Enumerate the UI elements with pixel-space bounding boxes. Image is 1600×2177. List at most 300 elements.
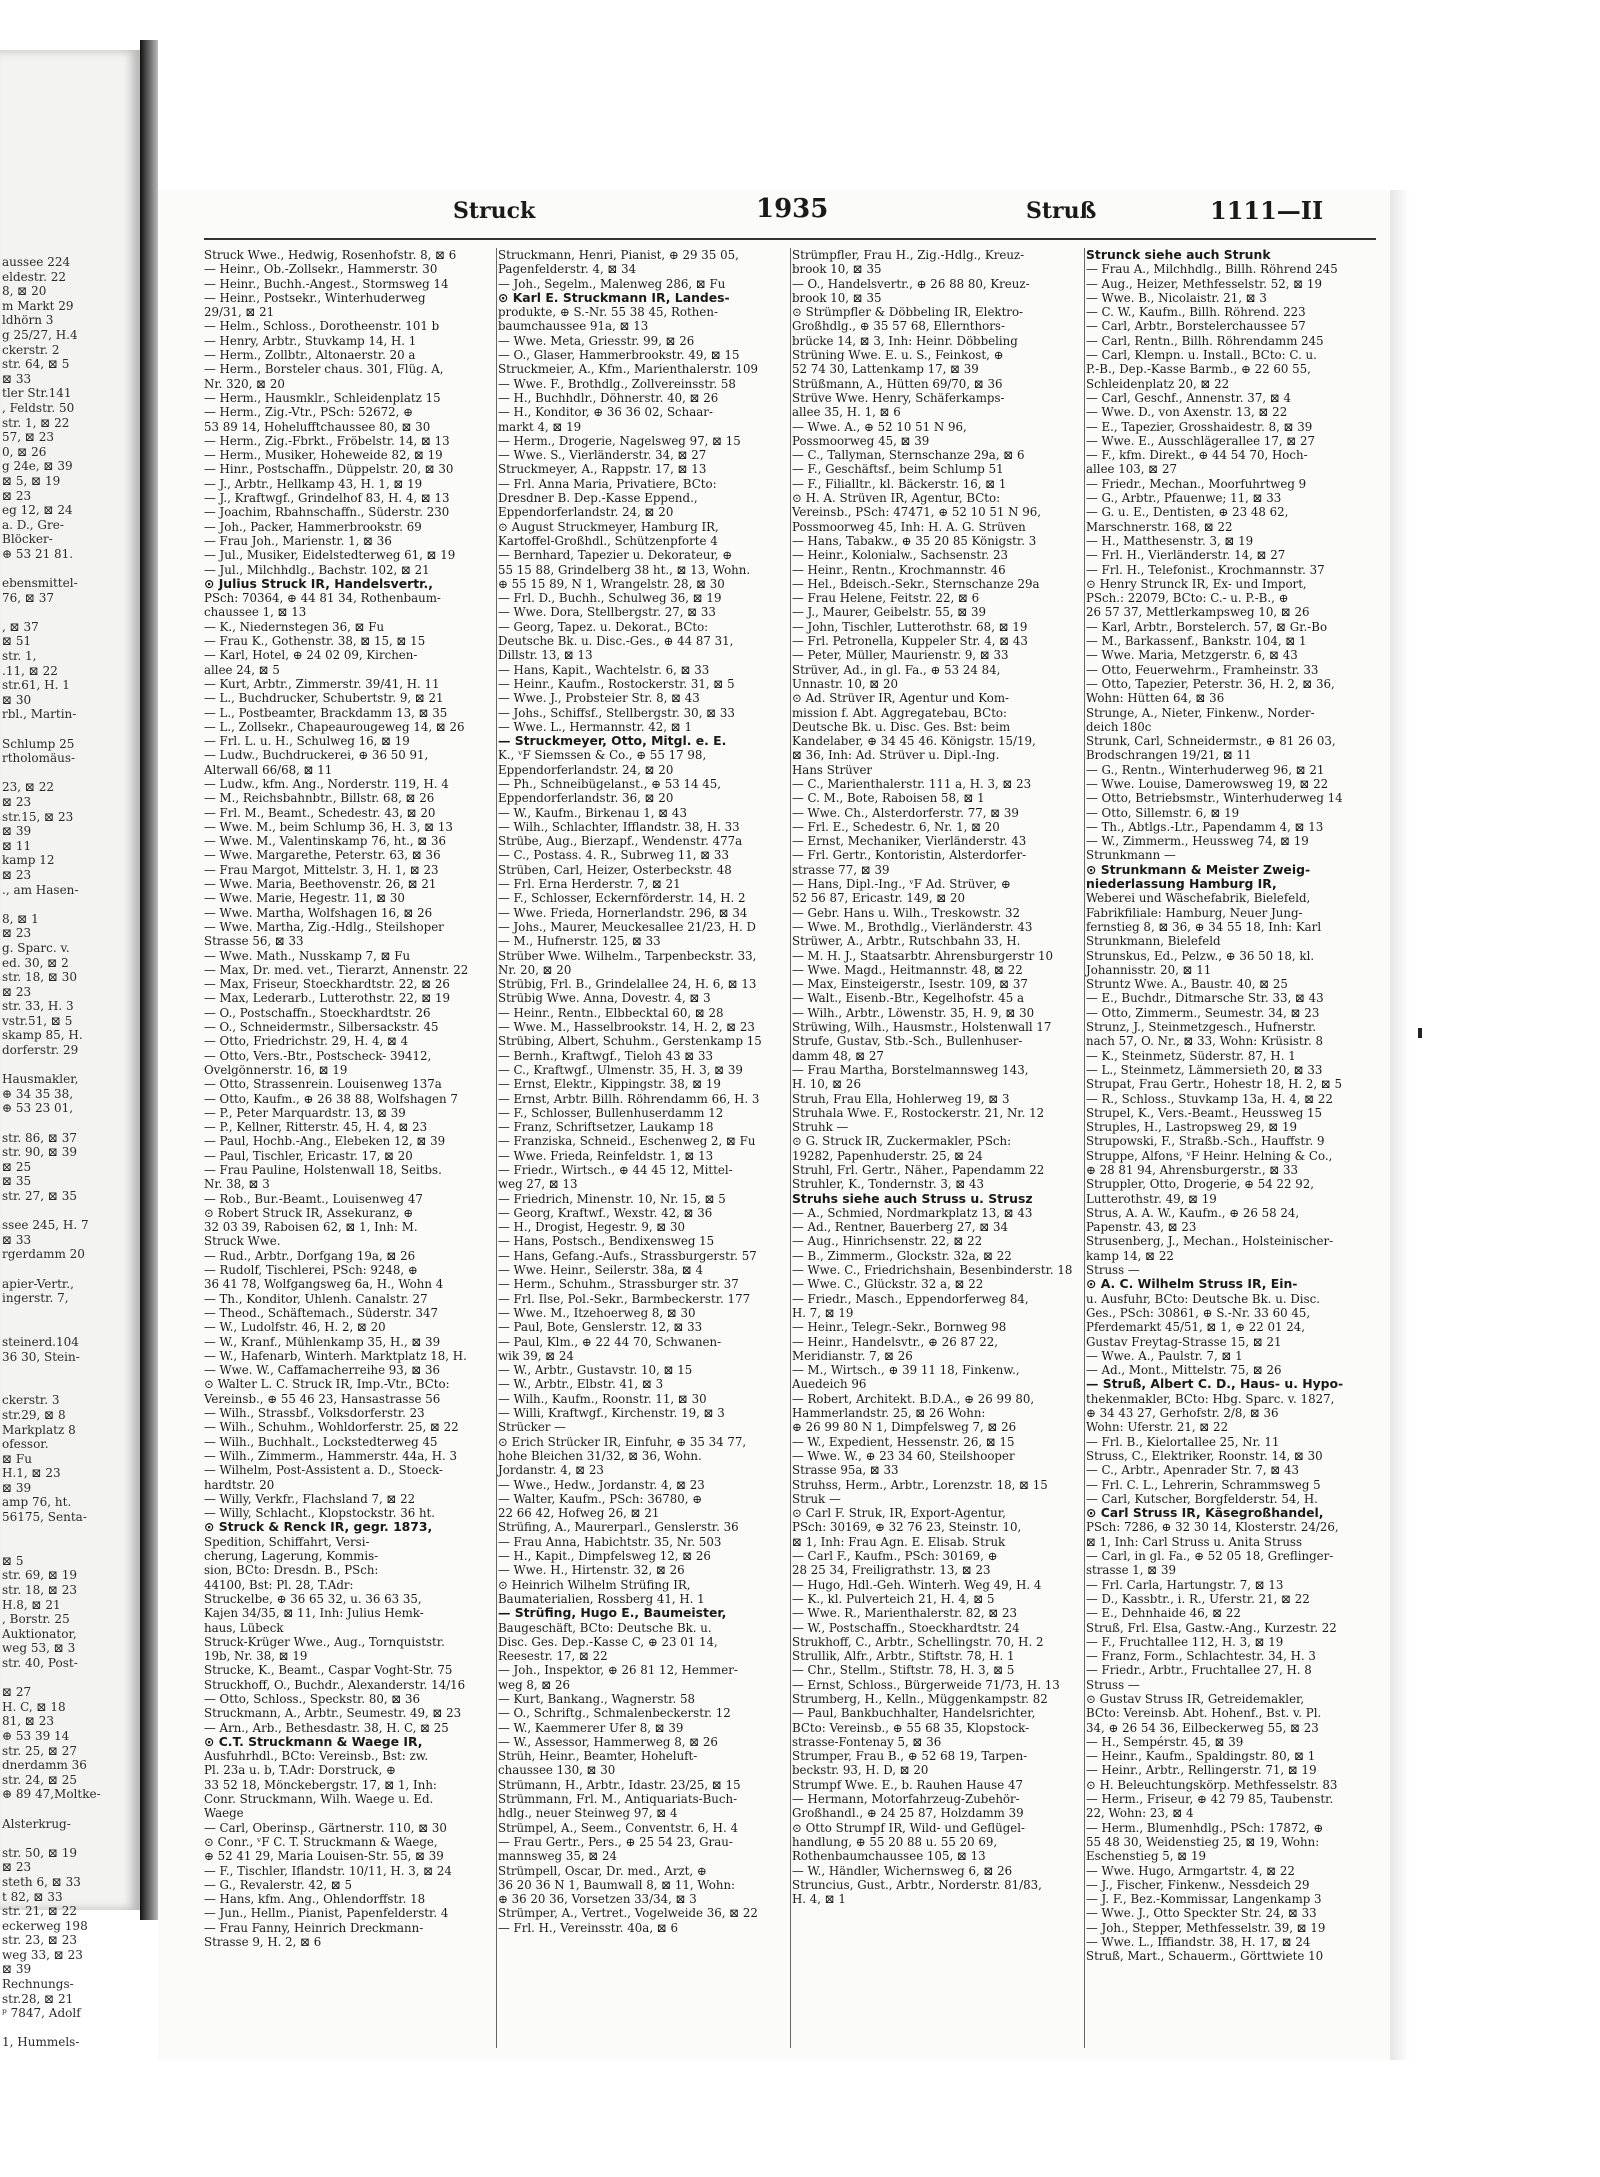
page-edge-shadow	[1390, 190, 1410, 2060]
directory-entry: hdlg., neuer Steinweg 97, ⊠ 4	[498, 1806, 678, 1821]
directory-entry: H. 4, ⊠ 1	[792, 1892, 846, 1907]
directory-entry: — H., Konditor, ⊕ 36 36 02, Schaar-	[498, 405, 713, 420]
directory-entry: — Otto, Schloss., Speckstr. 80, ⊠ 36	[204, 1691, 420, 1706]
left-fragment-line: ⊠ 23	[2, 794, 32, 809]
directory-entry: — Otto, Betriebsmstr., Winterhuderweg 14	[1086, 791, 1343, 806]
directory-entry: — E., Dehnhaide 46, ⊠ 22	[1086, 1606, 1241, 1621]
directory-entry: H. 10, ⊠ 26	[792, 1077, 861, 1092]
directory-entry: — Otto, Zimmerm., Seumestr. 34, ⊠ 23	[1086, 1005, 1320, 1020]
left-fragment-line: ⊠ 11	[2, 838, 32, 853]
directory-entry: — Jun., Hellm., Pianist, Papenfelderstr. 4	[204, 1906, 449, 1921]
directory-entry: — O., Schneidermstr., Silbersackstr. 45	[204, 1020, 439, 1035]
left-fragment-line: t 82, ⊠ 33	[2, 1889, 63, 1904]
directory-entry: — R., Schloss., Stuvkamp 13a, H. 4, ⊠ 22	[1086, 1091, 1333, 1106]
left-fragment-line	[2, 2021, 140, 2036]
left-fragment-line	[2, 1671, 140, 1686]
directory-entry: — Herm., Zig.-Vtr., PSch: 52672, ⊕	[204, 405, 414, 420]
left-fragment-line: ckerstr. 3	[2, 1393, 60, 1408]
directory-entry: — Wwe. Frieda, Reinfeldstr. 1, ⊠ 13	[498, 1148, 714, 1163]
directory-entry: — Rob., Bur.-Beamt., Louisenweg 47	[204, 1191, 423, 1206]
left-fragment-line: 0, ⊠ 26	[2, 444, 47, 459]
directory-entry: Strupel, K., Vers.-Beamt., Heussweg 15	[1086, 1105, 1323, 1120]
directory-entry: — Wwe. S., Vierländerstr. 34, ⊠ 27	[498, 448, 707, 463]
left-fragment-line: eckerweg 198	[2, 1918, 88, 1933]
directory-entry: — Frl. B., Kielortallee 25, Nr. 11	[1086, 1434, 1280, 1449]
left-fragment-line: 81, ⊠ 23	[2, 1714, 55, 1729]
left-fragment-line	[2, 722, 140, 737]
directory-entry: — Theod., Schäftemach., Süderstr. 347	[204, 1305, 438, 1320]
directory-entry: Gustav Freytag-Strasse 15, ⊠ 21	[1086, 1334, 1282, 1349]
directory-entry: allee 24, ⊠ 5	[204, 662, 280, 677]
directory-entry: Kartoffel-Großhdl., Schützenpforte 4	[498, 533, 718, 548]
left-fragment-line	[2, 1116, 140, 1131]
directory-entry: — Bernhard, Tapezier u. Dekorateur, ⊕	[498, 548, 733, 563]
directory-entry: ⊙ C.T. Struckmann & Waege IR,	[204, 1733, 423, 1749]
left-fragment-line: ⊕ 34 35 38,	[2, 1086, 74, 1101]
directory-entry: Papenstr. 43, ⊠ 23	[1086, 1220, 1197, 1235]
left-fragment-line: g. Sparc. v.	[2, 940, 70, 955]
directory-page	[158, 190, 1390, 2060]
directory-entry: strasse 1, ⊠ 39	[1086, 1563, 1176, 1578]
directory-entry: Hammerlandstr. 25, ⊠ 26 Wohn:	[792, 1406, 986, 1421]
left-fragment-line: ofessor.	[2, 1437, 49, 1452]
left-fragment-line	[2, 1525, 140, 1540]
directory-entry: Struck Wwe.	[204, 1234, 281, 1249]
directory-entry: — H., Buchhdlr., Döhnerstr. 40, ⊠ 26	[498, 390, 719, 405]
directory-entry: — Heinr., Postsekr., Winterhuderweg	[204, 290, 426, 305]
directory-entry: — W., Arbtr., Elbstr. 41, ⊠ 3	[498, 1377, 664, 1392]
left-fragment-line: H. C, ⊠ 18	[2, 1699, 66, 1714]
directory-entry: strasse 77, ⊠ 39	[792, 862, 890, 877]
directory-entry: Brodschrangen 19/21, ⊠ 11	[1086, 748, 1252, 763]
directory-entry: — Wwe. B., Nicolaistr. 21, ⊠ 3	[1086, 290, 1267, 305]
directory-entry: mannsweg 35, ⊠ 24	[498, 1849, 618, 1864]
directory-entry: Pferdemarkt 45/51, ⊠ 1, ⊕ 22 01 24,	[1086, 1320, 1306, 1335]
directory-entry: — O., Handelsvertr., ⊕ 26 88 80, Kreuz-	[792, 276, 1030, 291]
directory-entry: — H., Kapit., Dimpfelsweg 12, ⊠ 26	[498, 1549, 711, 1564]
directory-entry: — W., Kranf., Mühlenkamp 35, H., ⊠ 39	[204, 1334, 441, 1349]
directory-entry: — J., Kraftwgf., Grindelhof 83, H. 4, ⊠ 13	[204, 491, 450, 506]
directory-entry: — Max, Dr. med. vet., Tierarzt, Annenstr. 22	[204, 962, 469, 977]
directory-entry: Ges., PSch: 30861, ⊕ S.-Nr. 33 60 45,	[1086, 1305, 1311, 1320]
directory-entry: — Ernst, Mechaniker, Vierländerstr. 43	[792, 834, 1027, 849]
book-spine	[140, 40, 158, 1920]
directory-entry: mission f. Abt. Aggregatebau, BCto:	[792, 705, 1008, 720]
directory-entry: — Paul, Bankbuchhalter, Handelsrichter,	[792, 1706, 1036, 1721]
left-fragment-line	[2, 605, 140, 620]
directory-entry: — Wwe. H., Hirtenstr. 32, ⊠ 26	[498, 1563, 685, 1578]
directory-entry: — Frl. Petronella, Kuppeler Str. 4, ⊠ 43	[792, 634, 1028, 649]
directory-entry: 32 03 39, Raboisen 62, ⊠ 1, Inh: M.	[204, 1220, 418, 1235]
directory-entry: K., ᵛF Siemssen & Co., ⊕ 55 17 98,	[498, 748, 707, 763]
left-fragment-line: amp 76, ht.	[2, 1495, 72, 1510]
directory-entry: — J., Maurer, Geibelstr. 55, ⊠ 39	[792, 605, 987, 620]
directory-entry: — Frl. Gertr., Kontoristin, Alsterdorfer-	[792, 848, 1027, 863]
directory-entry: — G. u. E., Dentisten, ⊕ 23 48 62,	[1086, 505, 1289, 520]
directory-entry: — Wilh., Kaufm., Roonstr. 11, ⊠ 30	[498, 1391, 707, 1406]
left-fragment-line: ⊠ 5	[2, 1553, 24, 1568]
directory-entry: Strümpel, A., Seem., Conventstr. 6, H. 4	[498, 1820, 738, 1835]
directory-entry: Unnastr. 10, ⊠ 20	[792, 676, 898, 691]
directory-entry: — Carl, Klempn. u. Install., BCto: C. u.	[1086, 348, 1317, 363]
directory-entry: Struck-Krüger Wwe., Aug., Tornquiststr.	[204, 1634, 445, 1649]
directory-entry: Strunkmann —	[1086, 848, 1176, 863]
directory-entry: — Joh., Segelm., Malenweg 286, ⊠ Fu	[498, 276, 726, 291]
left-fragment-line: str. 40, Post-	[2, 1656, 78, 1670]
directory-entry: — Wwe. Maria, Metzgerstr. 6, ⊠ 43	[1086, 648, 1298, 663]
directory-entry: — Paul, Tischler, Ericastr. 17, ⊠ 20	[204, 1148, 413, 1163]
directory-entry: — Heinr., Buchh.-Angest., Stormsweg 14	[204, 276, 449, 291]
page-mark	[1418, 1028, 1422, 1038]
directory-entry: — Frau Gertr., Pers., ⊕ 25 54 23, Grau-	[498, 1834, 733, 1849]
directory-entry: — Carl, Rentn., Billh. Röhrendamm 245	[1086, 333, 1324, 348]
directory-entry: — C. W., Kaufm., Billh. Röhrend. 223	[1086, 305, 1306, 320]
directory-entry: — Paul, Klm., ⊕ 22 44 70, Schwanen-	[498, 1334, 722, 1349]
directory-entry: Strümmann, Frl. M., Antiquariats-Buch-	[498, 1792, 738, 1807]
directory-entry: — Herm., Zig.-Fbrkt., Fröbelstr. 14, ⊠ 13	[204, 433, 450, 448]
directory-entry: — Friedr., Wirtsch., ⊕ 44 45 12, Mittel-	[498, 1163, 733, 1177]
directory-entry: — P., Peter Marquardstr. 13, ⊠ 39	[204, 1105, 406, 1120]
directory-entry: Struckmann, Henri, Pianist, ⊕ 29 35 05,	[498, 248, 739, 262]
left-fragment-line: 57, ⊠ 23	[2, 430, 55, 445]
directory-entry: — Heinr., Kaufm., Rostockerstr. 31, ⊠ 5	[498, 676, 735, 691]
directory-entry: — C. M., Bote, Raboisen 58, ⊠ 1	[792, 791, 985, 806]
left-fragment-line: eldestr. 22	[2, 269, 67, 284]
directory-entry: ⊙ August Struckmeyer, Hamburg IR,	[498, 519, 719, 534]
directory-entry: — Frl. H., Vierländerstr. 14, ⊠ 27	[1086, 548, 1286, 563]
left-fragment-line: str. 90, ⊠ 39	[2, 1145, 78, 1160]
directory-entry: — Wwe. J., Probsteier Str. 8, ⊠ 43	[498, 691, 700, 706]
directory-entry: ⊙ Heinrich Wilhelm Strüfing IR,	[498, 1577, 691, 1592]
directory-entry: Struhala Wwe. F., Rostockerstr. 21, Nr. 12	[792, 1105, 1045, 1120]
directory-entry: — Carl, Geschf., Annenstr. 37, ⊠ 4	[1086, 390, 1291, 405]
directory-entry: — Joh., Stepper, Methfesselstr. 39, ⊠ 19	[1086, 1920, 1326, 1935]
directory-entry: — Willy, Schlacht., Klopstockstr. 36 ht.	[204, 1506, 436, 1521]
directory-entry: — Wwe. M., Valentinskamp 76, ht., ⊠ 36	[204, 834, 446, 849]
directory-entry: u. Ausfuhr, BCto: Deutsche Bk. u. Disc.	[1086, 1291, 1320, 1306]
directory-entry: — Frl. Carla, Hartungstr. 7, ⊠ 13	[1086, 1577, 1284, 1592]
column-divider	[1084, 248, 1085, 2048]
directory-entry: Ausfuhrhdl., BCto: Vereinsb., Bst: zw.	[204, 1749, 429, 1764]
directory-entry: — Ernst, Schloss., Bürgerweide 71/73, H. 13	[792, 1677, 1060, 1692]
directory-entry: — F., Geschäftsf., beim Schlump 51	[792, 462, 1004, 477]
directory-entry: — Hugo, Hdl.-Geh. Winterh. Weg 49, H. 4	[792, 1577, 1042, 1592]
directory-entry: Struss, C., Elektriker, Roonstr. 14, ⊠ 30	[1086, 1448, 1323, 1463]
directory-entry: Strasse 95a, ⊠ 33	[792, 1463, 899, 1478]
directory-entry: 29/31, ⊠ 21	[204, 305, 275, 320]
left-fragment-line: g 24e, ⊠ 39	[2, 459, 73, 474]
left-fragment-line: Blöcker-	[2, 532, 53, 547]
directory-entry: Struhk —	[792, 1120, 849, 1135]
directory-entry: Rothenbaumchaussee 105, ⊠ 13	[792, 1849, 986, 1864]
directory-entry: Strunk, Carl, Schneidermstr., ⊕ 81 26 03,	[1086, 734, 1336, 749]
directory-entry: brook 10, ⊠ 35	[792, 290, 882, 305]
directory-entry: Disc. Ges. Dep.-Kasse C, ⊕ 23 01 14,	[498, 1634, 718, 1649]
directory-entry: — K., Steinmetz, Süderstr. 87, H. 1	[1086, 1048, 1296, 1063]
left-fragment-line: ⊠ 35	[2, 1174, 32, 1189]
left-fragment-line: str. 25, ⊠ 27	[2, 1743, 78, 1758]
directory-entry: — Gebr. Hans u. Wilh., Treskowstr. 32	[792, 905, 1021, 920]
directory-entry: Lutterothstr. 49, ⊠ 19	[1086, 1191, 1217, 1206]
directory-entry: ⊕ 34 43 27, Gerhofstr. 2/8, ⊠ 36	[1086, 1406, 1279, 1421]
directory-entry: — Wwe. Frieda, Hornerlandstr. 296, ⊠ 34	[498, 905, 748, 920]
directory-entry: — Aug., Hinrichsenstr. 22, ⊠ 22	[792, 1234, 983, 1249]
directory-entry: — Kurt, Bankang., Wagnerstr. 58	[498, 1691, 696, 1706]
directory-entry: H. 7, ⊠ 19	[792, 1305, 854, 1320]
directory-entry: — Wwe. C., Friedrichshain, Besenbinderstr. 18	[792, 1263, 1073, 1278]
directory-entry: — Heinr., Kolonialw., Sachsenstr. 23	[792, 548, 1008, 563]
directory-entry: Strunkmann, Bielefeld	[1086, 934, 1221, 949]
directory-entry: — Herm., Zollbtr., Altonaerstr. 20 a	[204, 348, 416, 363]
left-fragment-line: ., am Hasen-	[2, 882, 79, 897]
directory-entry: — Paul, Hochb.-Ang., Elebeken 12, ⊠ 39	[204, 1134, 446, 1149]
left-fragment-line: ⊠ 23	[2, 1860, 32, 1875]
directory-entry: Strupat, Frau Gertr., Hohestr 18, H. 2, ⊠ 5	[1086, 1077, 1343, 1092]
directory-entry: — F., Tischler, Iflandstr. 10/11, H. 3, ⊠ 24	[204, 1863, 452, 1878]
directory-entry: Strümpell, Oscar, Dr. med., Arzt, ⊕	[498, 1863, 707, 1878]
directory-entry: — Ernst, Elektr., Kippingstr. 38, ⊠ 19	[498, 1077, 721, 1092]
directory-entry: — O., Schriftg., Schmalenbeckerstr. 12	[498, 1706, 731, 1721]
left-fragment-line: str. 21, ⊠ 22	[2, 1904, 78, 1919]
directory-entry: — Walter, Kaufm., PSch: 36780, ⊕	[498, 1491, 703, 1506]
left-fragment-line: H.1, ⊠ 23	[2, 1466, 61, 1481]
directory-entry: 44100, Bst: Pl. 28, T.Adr:	[204, 1577, 354, 1592]
directory-entry: — F., Filialltr., kl. Bäckerstr. 16, ⊠ 1	[792, 476, 1007, 491]
directory-entry: PSch: 7286, ⊕ 32 30 14, Klosterstr. 24/26,	[1086, 1520, 1339, 1535]
left-fragment-line: a. D., Gre-	[2, 517, 64, 532]
directory-entry: haus, Lübeck	[204, 1620, 284, 1635]
directory-entry: — Herm., Blumenhdlg., PSch: 17872, ⊕	[1086, 1820, 1324, 1835]
directory-entry: — Ludw., Buchdruckerei, ⊕ 36 50 91,	[204, 748, 429, 763]
directory-entry: — M., Hufnerstr. 125, ⊠ 33	[498, 934, 661, 949]
left-fragment-line	[2, 766, 140, 781]
directory-entry: Strücker —	[498, 1420, 566, 1435]
left-fragment-line: str. 23, ⊠ 23	[2, 1933, 78, 1948]
directory-entry: Struss —	[1086, 1263, 1140, 1278]
directory-entry: — Frau Helene, Feitstr. 22, ⊠ 6	[792, 591, 980, 606]
directory-entry: ⊙ H. A. Strüven IR, Agentur, BCto:	[792, 491, 1001, 506]
left-fragment-line: ⊕ 89 47,Moltke-	[2, 1787, 101, 1802]
directory-entry: ⊠ 36, Inh: Ad. Strüver u. Dipl.-Ing.	[792, 748, 1000, 763]
directory-entry: Strüver, Ad., in gl. Fa., ⊕ 53 24 84,	[792, 662, 1001, 677]
directory-entry: ⊙ Julius Struck IR, Handelsvertr.,	[204, 575, 433, 591]
directory-entry: — L., Postbeamter, Brackdamm 13, ⊠ 35	[204, 705, 448, 720]
directory-entry: — Wwe. Magd., Heitmannstr. 48, ⊠ 22	[792, 962, 1023, 977]
left-fragment-line: ⊠ 33	[2, 1232, 32, 1247]
directory-entry: Possmoorweg 45, Inh: H. A. G. Strüven	[792, 519, 1026, 534]
directory-entry: — John, Tischler, Lutterothstr. 68, ⊠ 19	[792, 619, 1028, 634]
directory-entry: Strüber Wwe. Wilhelm., Tarpenbeckstr. 33,	[498, 948, 757, 963]
column-4	[1086, 248, 1378, 2048]
directory-entry: — Franz, Form., Schlachtestr. 34, H. 3	[1086, 1649, 1316, 1664]
directory-entry: — M., Wirtsch., ⊕ 39 11 18, Finkenw.,	[792, 1363, 1020, 1378]
directory-entry: ⊕ 55 15 89, N 1, Wrangelstr. 28, ⊠ 30	[498, 576, 725, 591]
directory-entry: — Th., Konditor, Uhlenh. Canalstr. 27	[204, 1291, 428, 1306]
directory-entry: — Johs., Maurer, Meuckesallee 21/23, H. D	[498, 919, 756, 934]
directory-entry: — M., Barkassenf., Bankstr. 104, ⊠ 1	[1086, 634, 1307, 649]
directory-entry: — Aug., Heizer, Methfesselstr. 52, ⊠ 19	[1086, 276, 1322, 291]
directory-entry: Strunskus, Ed., Pelzw., ⊕ 36 50 18, kl.	[1086, 948, 1315, 963]
directory-entry: Conr. Struckmann, Wilh. Waege u. Ed.	[204, 1792, 434, 1807]
directory-entry: 52 56 87, Ericastr. 149, ⊠ 20	[792, 891, 965, 906]
directory-entry: — Wwe. A., ⊕ 52 10 51 N 96,	[792, 419, 967, 434]
directory-entry: — Herm., Schuhm., Strassburger str. 37	[498, 1277, 739, 1292]
directory-entry: — G., Rentn., Winterhuderweg 96, ⊠ 21	[1086, 762, 1325, 777]
directory-entry: 19282, Papenhuderstr. 25, ⊠ 24	[792, 1148, 983, 1163]
left-fragment-line: 76, ⊠ 37	[2, 590, 55, 605]
directory-entry: — Wwe. J., Otto Speckter Str. 24, ⊠ 33	[1086, 1906, 1317, 1921]
directory-entry: Strümann, H., Arbtr., Idastr. 23/25, ⊠ 15	[498, 1777, 741, 1792]
directory-entry: — Kurt, Arbtr., Zimmerstr. 39/41, H. 11	[204, 676, 440, 691]
directory-entry: weg 27, ⊠ 13	[498, 1177, 578, 1192]
left-fragment-line: steinerd.104	[2, 1334, 79, 1349]
directory-entry: — O., Postschaffn., Stoeckhardtstr. 26	[204, 1005, 431, 1020]
directory-entry: — Carl F., Kaufm., PSch: 30169, ⊕	[792, 1549, 998, 1564]
directory-entry: ⊙ Robert Struck IR, Assekuranz, ⊕	[204, 1205, 414, 1220]
left-fragment-line: ckerstr. 2	[2, 342, 60, 357]
directory-entry: deich 180c	[1086, 719, 1152, 734]
left-fragment-line: dorferstr. 29	[2, 1043, 79, 1058]
left-fragment-line: 8, ⊠ 20	[2, 284, 47, 299]
directory-entry: Pagenfelderstr. 4, ⊠ 34	[498, 262, 637, 277]
directory-entry: — Frau Margot, Mittelstr. 3, H. 1, ⊠ 23	[204, 862, 439, 877]
directory-entry: Eppendorferlandstr. 24, ⊠ 20	[498, 762, 674, 777]
directory-entry: 55 48 30, Weidenstieg 25, ⊠ 19, Wohn:	[1086, 1834, 1320, 1849]
directory-entry: fernstieg 8, ⊠ 36, ⊕ 34 55 18, Inh: Karl	[1086, 919, 1322, 934]
directory-entry: — P., Kellner, Ritterstr. 45, H. 4, ⊠ 23	[204, 1120, 428, 1135]
header-year: 1935	[756, 194, 829, 224]
directory-entry: — Heinr., Kaufm., Spaldingstr. 80, ⊠ 1	[1086, 1749, 1316, 1764]
directory-entry: — Frau A., Milchhdlg., Billh. Röhrend 245	[1086, 262, 1338, 277]
directory-entry: — Frau K., Gothenstr. 38, ⊠ 15, ⊠ 15	[204, 634, 426, 649]
directory-entry: — Franziska, Schneid., Eschenweg 2, ⊠ Fu	[498, 1134, 756, 1149]
directory-entry: chaussee 130, ⊠ 30	[498, 1763, 616, 1778]
directory-entry: — Wwe. F., Brothdlg., Zollvereinsstr. 58	[498, 376, 736, 391]
directory-entry: handlung, ⊕ 55 20 88 u. 55 20 69,	[792, 1834, 998, 1849]
directory-entry: — Rud., Arbtr., Dorfgang 19a, ⊠ 26	[204, 1248, 416, 1263]
directory-entry: Johannisstr. 20, ⊠ 11	[1086, 962, 1212, 977]
directory-entry: — Wwe. D., von Axenstr. 13, ⊠ 22	[1086, 405, 1288, 420]
directory-entry: — W., Arbtr., Gustavstr. 10, ⊠ 15	[498, 1363, 693, 1378]
directory-entry: Struppler, Otto, Drogerie, ⊕ 54 22 92,	[1086, 1177, 1315, 1192]
directory-entry: ⊕ 28 81 94, Ahrensburgerstr., ⊠ 33	[1086, 1163, 1299, 1177]
directory-entry: Nr. 20, ⊠ 20	[498, 962, 572, 977]
left-fragment-line: , Feldstr. 50	[2, 400, 75, 415]
directory-entry: — Struckmeyer, Otto, Mitgl. e. E.	[498, 733, 727, 749]
directory-entry: ⊠ 1, Inh: Carl Struss u. Anita Struss	[1086, 1534, 1303, 1549]
directory-entry: Strüwing, Wilh., Hausmstr., Holstenwall 17	[792, 1020, 1052, 1035]
directory-entry: — Wilhelm, Post-Assistent a. D., Stoeck-	[204, 1463, 443, 1478]
directory-entry: — M., Reichsbahnbtr., Billstr. 68, ⊠ 26	[204, 791, 435, 806]
directory-entry: Strübig, Frl. B., Grindelallee 24, H. 6, ⊠ 13	[498, 977, 757, 992]
directory-entry: — Joh., Packer, Hammerbrookstr. 69	[204, 519, 422, 534]
directory-entry: — W., Händler, Wichernsweg 6, ⊠ 26	[792, 1863, 1013, 1878]
directory-entry: — Paul, Bote, Genslerstr. 12, ⊠ 33	[498, 1320, 703, 1335]
directory-entry: Struhl, Frl. Gertr., Näher., Papendamm 22	[792, 1163, 1045, 1177]
directory-entry: — C., Tallyman, Sternschanze 29a, ⊠ 6	[792, 448, 1025, 463]
left-fragment-line: Rechnungs-	[2, 1977, 74, 1992]
directory-entry: — Otto, Tapezier, Peterstr. 36, H. 2, ⊠ 36,	[1086, 676, 1335, 691]
directory-entry: Strümper, A., Vertret., Vogelweide 36, ⊠ 22	[498, 1906, 758, 1921]
left-fragment-line: Markplatz 8	[2, 1422, 76, 1437]
left-fragment-line: weg 33, ⊠ 23	[2, 1947, 83, 1962]
directory-entry: Strüning Wwe. E. u. S., Feinkost, ⊕	[792, 348, 1004, 363]
left-fragment-line: ⊠ 51	[2, 634, 32, 649]
directory-entry: — Georg, Tapez. u. Dekorat., BCto:	[498, 619, 709, 634]
directory-entry: — Frl. Anna Maria, Privatiere, BCto:	[498, 476, 717, 491]
directory-entry: — Jul., Milchhdlg., Bachstr. 102, ⊠ 21	[204, 562, 430, 577]
directory-entry: — Wwe. Martha, Wolfshagen 16, ⊠ 26	[204, 905, 433, 920]
directory-entry: — C., Marienthalerstr. 111 a, H. 3, ⊠ 23	[792, 776, 1032, 791]
header-right-word: Struß	[1026, 198, 1097, 224]
directory-entry: — Max, Einsteigerstr., Isestr. 109, ⊠ 37	[792, 977, 1028, 992]
left-fragment-line: str. 69, ⊠ 19	[2, 1568, 78, 1583]
directory-entry: Wohn: Uferstr. 21, ⊠ 22	[1086, 1420, 1229, 1435]
directory-entry: Strüfing, A., Maurerparl., Genslerstr. 36	[498, 1520, 739, 1535]
directory-entry: produkte, ⊕ S.-Nr. 55 38 45, Rothen-	[498, 305, 718, 320]
left-fragment-line: str.61, H. 1	[2, 678, 70, 693]
directory-entry: Strunz, J., Steinmetzgesch., Hufnerstr.	[1086, 1020, 1317, 1035]
directory-entry: chaussee 1, ⊠ 13	[204, 605, 307, 620]
directory-entry: — Wwe. M., Brothdlg., Vierländerstr. 43	[792, 919, 1033, 934]
left-fragment-line: rtholomäus-	[2, 751, 76, 766]
directory-entry: Marschnerstr. 168, ⊠ 22	[1086, 519, 1233, 534]
directory-entry: — Joh., Inspektor, ⊕ 26 81 12, Hemmer-	[498, 1663, 738, 1678]
directory-entry: — Frau Fanny, Heinrich Dreckmann-	[204, 1920, 424, 1935]
directory-entry: — Herm., Borsteler chaus. 301, Flüg. A,	[204, 362, 444, 377]
directory-entry: — Arn., Arb., Bethesdastr. 38, H. C, ⊠ 25	[204, 1720, 449, 1735]
directory-entry: — Ludw., kfm. Ang., Norderstr. 119, H. 4	[204, 776, 449, 791]
directory-entry: ⊙ G. Struck IR, Zuckermakler, PSch:	[792, 1134, 1012, 1149]
directory-entry: — C., Kraftwgf., Ulmenstr. 35, H. 3, ⊠ 39	[498, 1062, 743, 1077]
directory-entry: Dresdner B. Dep.-Kasse Eppend.,	[498, 491, 698, 506]
directory-entry: — Wilh., Zimmerm., Hammerstr. 44a, H. 3	[204, 1448, 458, 1463]
directory-entry: — Frl. M., Beamt., Schedestr. 43, ⊠ 20	[204, 805, 436, 820]
left-fragment-line: str. 64, ⊠ 5	[2, 357, 70, 372]
left-fragment-line	[2, 1379, 140, 1394]
directory-entry: ⊙ Karl E. Struckmann IR, Landes-	[498, 289, 730, 305]
directory-entry: Struckhoff, O., Buchdr., Alexanderstr. 14/16	[204, 1677, 466, 1692]
directory-entry: Struß, Mart., Schauerm., Görttwiete 10	[1086, 1949, 1324, 1964]
directory-entry: brook 10, ⊠ 35	[792, 262, 882, 277]
directory-entry: — Frl. H., Telefonist., Krochmannstr. 37	[1086, 562, 1325, 577]
left-fragment-line: .11, ⊠ 22	[2, 663, 58, 678]
directory-entry: — Walt., Eisenb.-Btr., Kegelhofstr. 45 a	[792, 991, 1025, 1006]
directory-entry: 36 20 36 N 1, Baumwall 8, ⊠ 11, Wohn:	[498, 1877, 736, 1892]
directory-entry: — A., Schmied, Nordmarkplatz 13, ⊠ 43	[792, 1205, 1033, 1220]
directory-entry: — Heinr., Handelsvtr., ⊕ 26 87 22,	[792, 1334, 998, 1349]
directory-entry: Struples, H., Lastropsweg 29, ⊠ 19	[1086, 1120, 1298, 1135]
directory-entry: damm 48, ⊠ 27	[792, 1048, 884, 1063]
left-fragment-line	[2, 1058, 140, 1073]
directory-entry: ⊙ Carl F. Struk, IR, Export-Agentur,	[792, 1506, 1006, 1521]
directory-entry: — Wilh., Schlachter, Ifflandstr. 38, H. 33	[498, 819, 740, 834]
directory-entry: Strübe, Aug., Bierzapf., Wendenstr. 477a	[498, 834, 743, 849]
directory-entry: wik 39, ⊠ 24	[498, 1348, 574, 1363]
directory-entry: 55 15 88, Grindelberg 38 ht., ⊠ 13, Wohn.	[498, 562, 751, 577]
directory-entry: — Frl. Erna Herderstr. 7, ⊠ 21	[498, 877, 681, 892]
left-fragment-line: ingerstr. 7,	[2, 1291, 69, 1306]
left-fragment-line: str. 1,	[2, 649, 37, 664]
directory-entry: Strucke, K., Beamt., Caspar Voght-Str. 75	[204, 1663, 453, 1678]
header-left-word: Struck	[453, 198, 536, 224]
directory-entry: Großhdlg., ⊕ 35 57 68, Ellernthors-	[792, 319, 1005, 334]
directory-entry: — Rudolf, Tischlerei, PSch: 9248, ⊕	[204, 1263, 418, 1278]
directory-entry: — M. H. J., Staatsarbtr. Ahrensburgerstr 10	[792, 948, 1054, 963]
directory-entry: Fabrikfiliale: Hamburg, Neuer Jung-	[1086, 905, 1303, 920]
left-fragment-line: ⊠ Fu	[2, 1451, 32, 1466]
directory-entry: — Hinr., Postschaffn., Düppelstr. 20, ⊠ 30	[204, 462, 454, 477]
